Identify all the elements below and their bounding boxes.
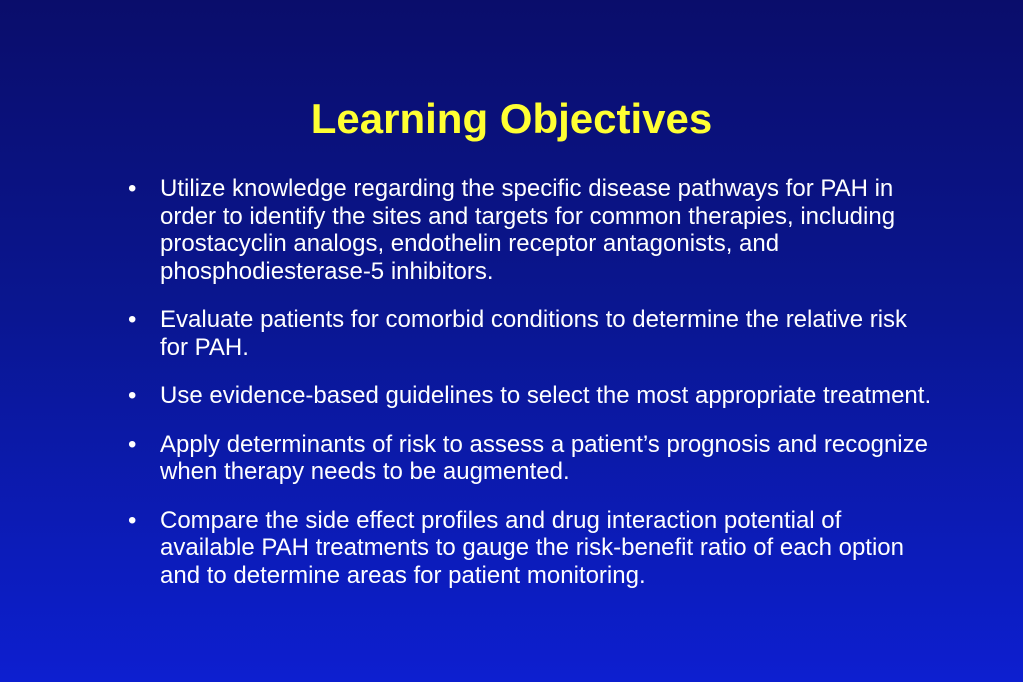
objective-item — [124, 431, 934, 486]
objective-text: Apply determinants of risk to assess a patient’s prognosis and recognize when therapy needs to be augmented. — [160, 430, 928, 485]
bullet-icon: • — [128, 506, 137, 534]
objective-text: Use evidence-based guidelines to select the most appropriate treatment. — [160, 382, 932, 409]
objective-item — [124, 306, 934, 361]
objective-text: Compare the side effect profiles and drug interaction potential of available PAH treatments to gauge the risk-benefit ratio of each option and to determine areas for patient monitoring. — [160, 506, 904, 589]
objective-text: Evaluate patients for comorbid conditions to determine the relative risk for PAH. — [160, 306, 908, 361]
objective-item — [124, 507, 934, 590]
bullet-icon: • — [128, 306, 137, 333]
bullet-icon: • — [128, 430, 137, 458]
bullet-icon: • — [128, 382, 137, 409]
slide-title: Learning Objectives — [310, 95, 713, 142]
objective-text: Utilize knowledge regarding the specific disease pathways for PAH in order to identify the sites and targets for common therapies, including prostacyclin analogs, endothelin receptor antagonists, and phosphodiesterase-5 inhibitors. — [160, 175, 896, 285]
objective-item — [124, 382, 934, 410]
objective-item — [124, 175, 934, 285]
objectives-list — [124, 175, 934, 610]
bullet-icon: • — [128, 175, 137, 202]
